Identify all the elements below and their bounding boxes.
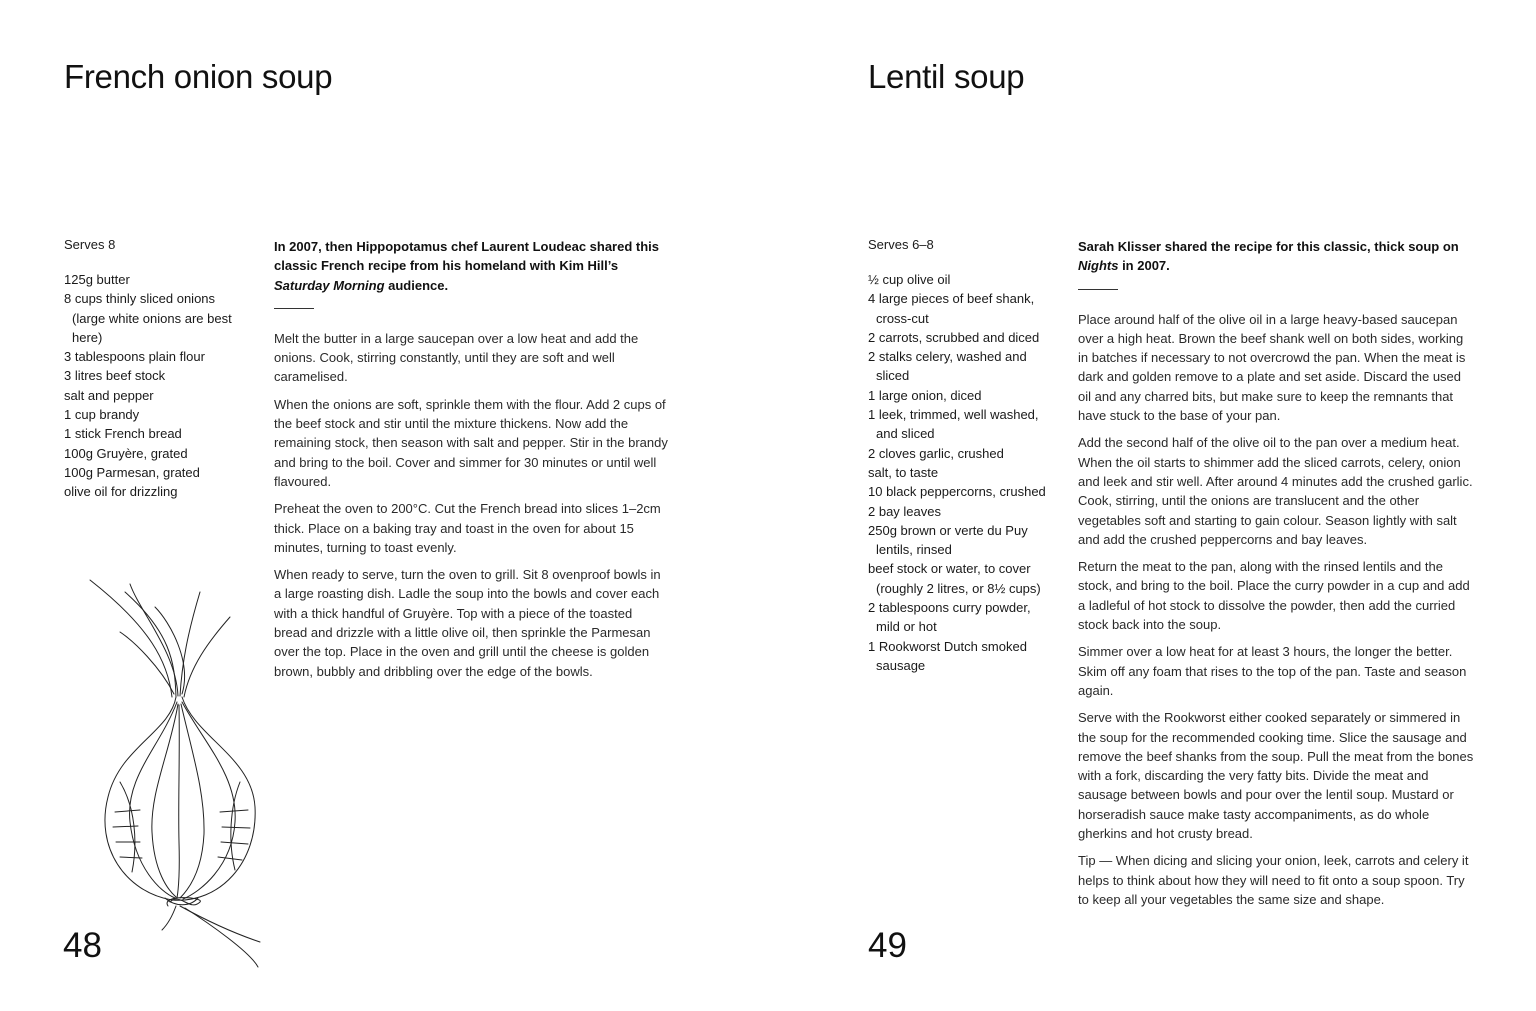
ingredient-item: beef stock or water, to cover (roughly 2 litres, or 8½ cups) xyxy=(868,561,1041,596)
ingredient-item: 100g Parmesan, grated xyxy=(64,464,200,480)
ingredient-item: 8 cups thinly sliced onions (large white onions are best here) xyxy=(64,291,232,345)
method-step: Preheat the oven to 200°C. Cut the French bread into slices 1–2cm thick. Place on a baking tray and toast in the oven for about 15 minutes, turning to toast evenly. xyxy=(274,501,661,555)
ingredient-item: 3 litres beef stock xyxy=(64,368,166,384)
ingredient-item: salt and pepper xyxy=(64,387,154,403)
ingredient-list xyxy=(868,270,1048,675)
right-page xyxy=(768,0,1536,1011)
ingredient-item: 125g butter xyxy=(64,272,130,287)
method-step: Serve with the Rookworst either cooked separately or simmered in the soup for the recommended cooking time. Slice the sausage and remove the beef shanks from the soup. Pull the meat from the bones with a fork, discarding the very fatty bits. Divide the meat and sausage between bowls and pour over the lentil soup. Mustard or horseradish sauce make tasty accompaniments, as do whole gherkins and hot crusty bread. xyxy=(1078,710,1474,842)
method-step: Place around half of the olive oil in a large heavy-based saucepan over a high heat. Brown the beef shank well on both sides, working in batches if necessary to not overcrowd the pan. When the meat is dark and golden remove to a plate and set aside. Discard the used oil and any charred bits, but make sure to keep the remnants that have stuck to the base of your pan. xyxy=(1078,311,1466,424)
ingredient-item: 1 cup brandy xyxy=(64,407,140,423)
onion-illustration xyxy=(80,572,270,972)
recipe-intro: In 2007, then Hippopotamus chef Laurent Loudeac shared this classic French recipe from his homeland with Kim Hill’s Saturday Morning audience. xyxy=(274,239,660,293)
ingredient-item: 1 stick French bread xyxy=(64,426,182,442)
ingredient-item: 2 bay leaves xyxy=(868,503,941,519)
ingredient-item: 250g brown or verte du Puy lentils, rinsed xyxy=(868,522,1028,558)
page-number: 49 xyxy=(868,926,907,965)
recipe-title: French onion soup xyxy=(64,58,333,95)
ingredient-list xyxy=(64,270,244,502)
divider xyxy=(1078,289,1118,290)
tip-note: Tip — When dicing and slicing your onion, leek, carrots and celery it helps to think about how they will need to fit onto a soup spoon. Try to keep all your vegetables the same size and shape. xyxy=(1078,853,1469,907)
ingredient-item: 3 tablespoons plain flour xyxy=(64,349,205,365)
page-number: 48 xyxy=(63,926,102,965)
method-step: Simmer over a low heat for at least 3 hours, the longer the better. Skim off any foam that rises to the top of the pan. Taste and season again. xyxy=(1078,644,1467,698)
ingredient-item: 2 tablespoons curry powder, mild or hot xyxy=(868,600,1031,635)
method-step: Melt the butter in a large saucepan over a low heat and add the onions. Cook, stirring constantly, until they are soft and well caramelised. xyxy=(274,330,639,385)
ingredient-item: ½ cup olive oil xyxy=(868,272,951,287)
ingredient-item: salt, to taste xyxy=(868,464,939,480)
ingredient-item: 2 carrots, scrubbed and diced xyxy=(868,329,1040,345)
ingredient-item: olive oil for drizzling xyxy=(64,484,178,500)
method-column xyxy=(274,237,669,689)
ingredient-item: 2 cloves garlic, crushed xyxy=(868,445,1004,461)
ingredient-item: 2 stalks celery, washed and sliced xyxy=(868,349,1027,384)
programme-name: Saturday Morning xyxy=(274,277,385,293)
method-step: When the onions are soft, sprinkle them with the flour. Add 2 cups of the beef stock and stir until the mixture thickens. Now add the remaining stock, then season with salt and pepper. Stir in the brandy and bring to the boil. Cover and simmer for 30 minutes or until well flavoured. xyxy=(274,396,668,489)
ingredient-item: 1 leek, trimmed, well washed, and sliced xyxy=(868,407,1039,442)
ingredient-item: 4 large pieces of beef shank, cross-cut xyxy=(868,291,1035,326)
serves-label: Serves 6–8 xyxy=(868,237,934,252)
ingredient-item: 1 large onion, diced xyxy=(868,387,982,403)
method-column xyxy=(1078,237,1474,917)
method-step: Return the meat to the pan, along with the rinsed lentils and the stock, and bring to the boil. Place the curry powder in a cup and add a ladleful of hot stock to dissolve the powder, then add the curried stock back into the soup. xyxy=(1078,559,1470,633)
ingredient-item: 1 Rookworst Dutch smoked sausage xyxy=(868,638,1027,673)
method-step: When ready to serve, turn the oven to grill. Sit 8 ovenproof bowls in a large roasting dish. Ladle the soup into the bowls and cover each with a thick handful of Gruyère. Top with a piece of the toasted bread and drizzle with a little olive oil, then sprinkle the Parmesan over the top. Place in the oven and grill until the cheese is golden brown, bubbly and dribbling over the edge of the bowls. xyxy=(274,567,661,679)
method-step: Add the second half of the olive oil to the pan over a medium heat. When the oil starts to shimmer add the sliced carrots, celery, onion and leek and stir well. After around 4 minutes add the crushed garlic. Cook, stirring, until the onions are translucent and the other vegetables soft and starting to gain colour. Season lightly with salt and add the crushed peppercorns and bay leaves. xyxy=(1078,435,1473,547)
programme-name: Nights xyxy=(1078,258,1119,274)
recipe-intro: Sarah Klisser shared the recipe for this classic, thick soup on Nights in 2007. xyxy=(1078,239,1459,274)
recipe-title: Lentil soup xyxy=(868,58,1025,95)
serves-label: Serves 8 xyxy=(64,237,116,252)
ingredient-item: 10 black peppercorns, crushed xyxy=(868,484,1046,500)
ingredient-item: 100g Gruyère, grated xyxy=(64,445,188,461)
divider xyxy=(274,308,314,309)
